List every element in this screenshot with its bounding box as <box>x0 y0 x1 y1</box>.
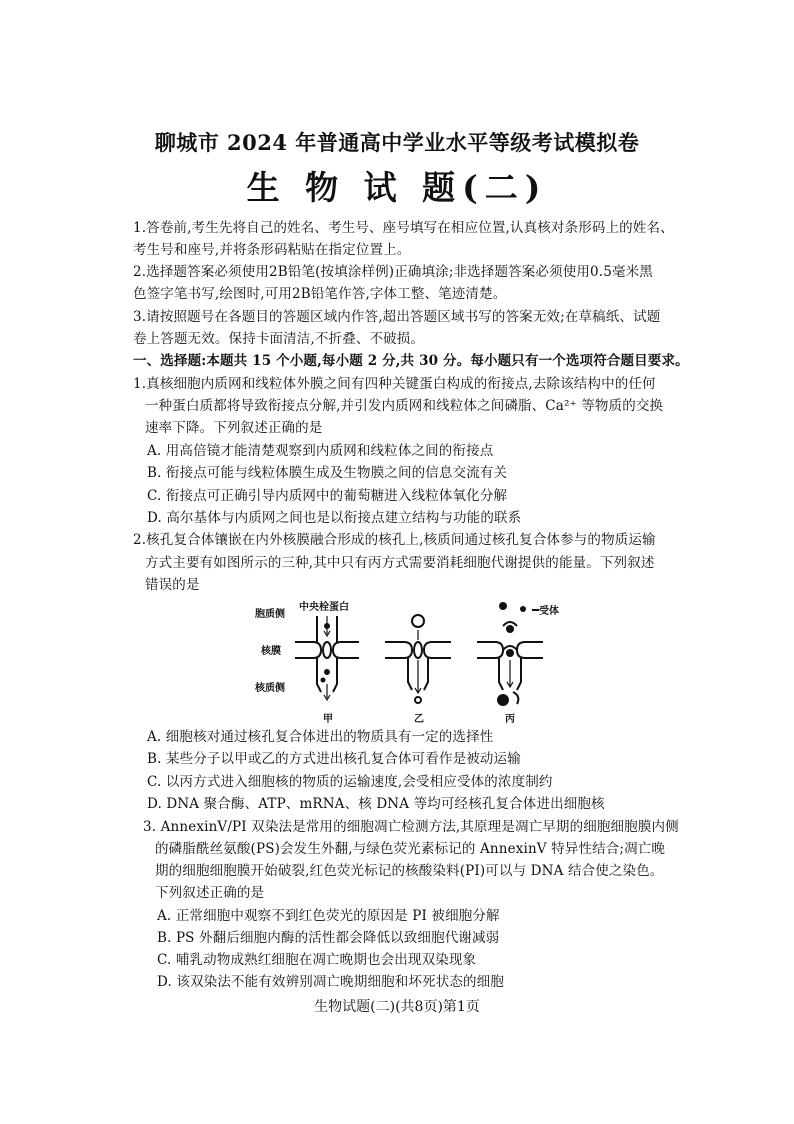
question-3-option-d: D. 该双染法不能有效辨别凋亡晚期细胞和坏死状态的细胞 <box>157 974 504 990</box>
page-footer: 生物试题(二)(共8页)第1页 <box>314 999 480 1015</box>
question-3-stem: 下列叙述正确的是 <box>155 885 265 901</box>
question-1-stem: 一种蛋白质都将导致衔接点分解,并引发内质网和线粒体之间磷脂、Ca²⁺ 等物质的交换 <box>145 398 664 414</box>
question-3-stem: 3. AnnexinV/PI 双染法是常用的细胞凋亡检测方法,其原理是凋亡早期的细胞细胞膜内侧 <box>143 819 679 835</box>
question-3-option-c: C. 哺乳动物成熟红细胞在凋亡晚期也会出现双染现象 <box>157 952 477 968</box>
exam-title: 聊城市 2024 年普通高中学业水平等级考试模拟卷 <box>154 130 640 155</box>
question-3-stem: 的磷脂酰丝氨酸(PS)会发生外翻,与绿色荧光素标记的 AnnexinV 特异性结合;凋亡晚 <box>155 841 666 857</box>
question-1-option-b: B. 衔接点可能与线粒体膜生成及生物膜之间的信息交流有关 <box>147 465 508 481</box>
question-1-option-d: D. 高尔基体与内质网之间也是以衔接点建立结构与功能的联系 <box>147 510 522 526</box>
question-3-stem: 期的细胞细胞膜开始破裂,红色荧光标记的核酸染料(PI)可以与 DNA 结合使之染色。 <box>155 863 664 879</box>
question-1-option-c: C. 衔接点可正确引导内质网中的葡萄糖进入线粒体氧化分解 <box>147 488 508 504</box>
question-1-stem: 速率下降。下列叙述正确的是 <box>145 420 323 436</box>
exam-subject-title: 生 物 试 题(二) <box>246 168 548 207</box>
question-3-option-b: B. PS 外翻后细胞内酶的活性都会降低以致细胞代谢减弱 <box>157 930 500 946</box>
question-2-option-c: C. 以丙方式进入细胞核的物质的运输速度,会受相应受体的浓度制约 <box>147 774 553 790</box>
question-3-option-a: A. 正常细胞中观察不到红色荧光的原因是 PI 被细胞分解 <box>157 908 500 924</box>
instruction-line: 考生号和座号,并将条形码粘贴在指定位置上。 <box>133 242 411 258</box>
question-1-option-a: A. 用高倍镜才能清楚观察到内质网和线粒体之间的衔接点 <box>147 443 494 459</box>
figure-label-receptor: 受体 <box>539 606 559 617</box>
instruction-line: 色签字笔书写,绘图时,可用2B铅笔作答,字体工整、笔迹清楚。 <box>133 286 507 302</box>
figure-label-nuclear-envelope: 核膜 <box>261 646 281 657</box>
question-2-stem: 2.核孔复合体镶嵌在内外核膜融合形成的核孔上,核质间通过核孔复合体参与的物质运输 <box>133 532 656 548</box>
instruction-line: 卷上答题无效。保持卡面清洁,不折叠、不破损。 <box>133 331 425 347</box>
question-2-option-d: D. DNA 聚合酶、ATP、mRNA、核 DNA 等均可经核孔复合体进出细胞核 <box>147 796 605 812</box>
question-1-stem: 1.真核细胞内质网和线粒体外膜之间有四种关键蛋白构成的衔接点,去除该结构中的任何 <box>133 376 656 392</box>
figure-label-cytoplasm-side: 胞质侧 <box>255 609 285 620</box>
question-2-option-a: A. 细胞核对通过核孔复合体进出的物质具有一定的选择性 <box>147 729 494 745</box>
instruction-line: 3.请按照题号在各题目的答题区域内作答,超出答题区域书写的答案无效;在草稿纸、试题 <box>133 309 661 325</box>
figure-panel-label-c: 丙 <box>505 714 515 725</box>
figure-panel-label-b: 乙 <box>414 714 424 725</box>
question-2-stem: 方式主要有如图所示的三种,其中只有丙方式需要消耗细胞代谢提供的能量。下列叙述 <box>145 555 655 571</box>
question-2-option-b: B. 某些分子以甲或乙的方式进出核孔复合体可看作是被动运输 <box>147 751 521 767</box>
figure-label-nucleoplasm-side: 核质侧 <box>255 683 285 694</box>
instruction-line: 1.答卷前,考生先将自己的姓名、考生号、座号填写在相应位置,认真核对条形码上的姓名、 <box>133 220 674 236</box>
cargo-molecules-b <box>415 630 421 693</box>
figure-panel-label-a: 甲 <box>323 714 333 725</box>
figure-label-central-plug: 中央栓蛋白 <box>299 602 349 613</box>
instruction-line: 2.选择题答案必须使用2B铅笔(按填涂样例)正确填涂;非选择题答案必须使用0.5毫米黑 <box>133 264 653 280</box>
nuclear-pore-figure <box>255 596 595 728</box>
question-2-stem: 错误的是 <box>145 577 200 593</box>
section-heading: 一、选择题:本题共 15 个小题,每小题 2 分,共 30 分。每小题只有一个选项符合题目要求。 <box>133 353 689 369</box>
